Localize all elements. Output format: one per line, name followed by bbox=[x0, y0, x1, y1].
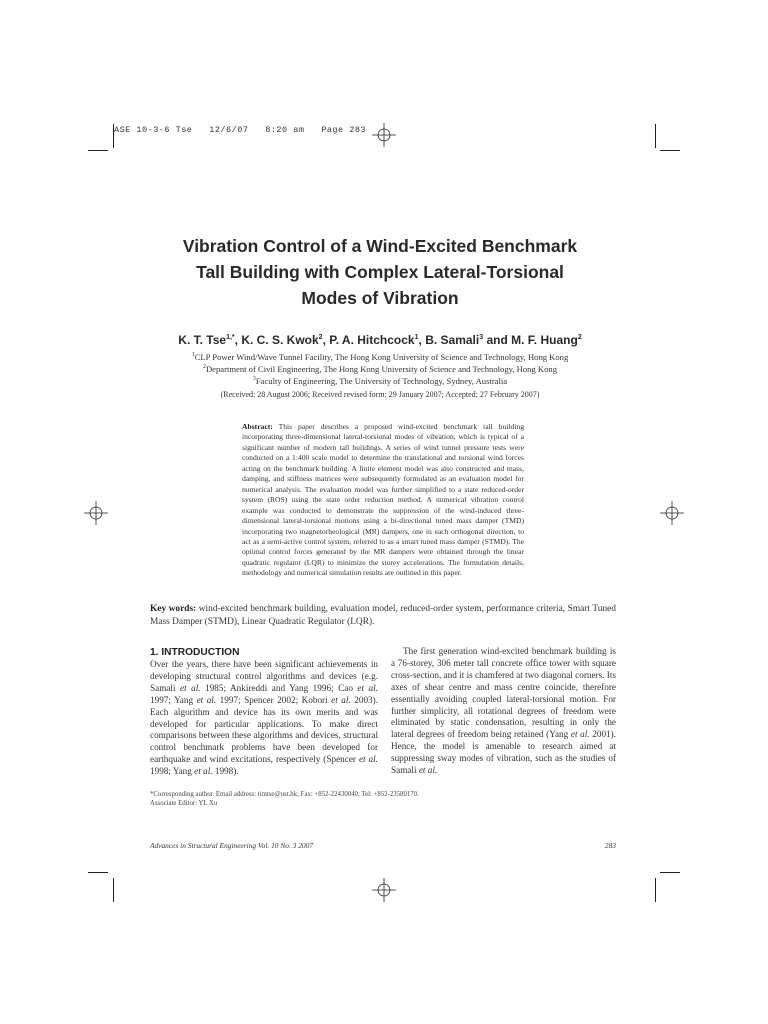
registration-mark-left bbox=[84, 501, 108, 525]
crop-mark-bottom-right-h bbox=[660, 872, 680, 873]
affiliation-text: Department of Civil Engineering, The Hong Kong University of Science and Technology, Hong Kong bbox=[205, 363, 558, 374]
registration-mark-right bbox=[660, 501, 684, 525]
body-italic: et al. bbox=[418, 765, 438, 776]
journal-footer: Advances in Structural Engineering Vol. 10 No. 3 2007 bbox=[150, 841, 313, 850]
body-text: 1998; Yang bbox=[150, 766, 195, 777]
body-text: 1985; Ankireddi and Yang 1996; Cao bbox=[200, 682, 358, 693]
body-text: 2003). Each algorithm and device has its own merits and was developed for particular applications. To make direct comparisons between these algorithms and devices, structural control benchmark problems have been developed for earthquake and wind excitations, respectively (Spencer bbox=[150, 694, 379, 765]
author-name: P. A. Hitchcock bbox=[329, 333, 415, 347]
title-line: Tall Building with Complex Lateral-Torsional bbox=[196, 262, 564, 282]
crop-mark-bottom-left-v bbox=[113, 878, 114, 902]
body-italic: et al. bbox=[331, 694, 351, 705]
intro-column-right bbox=[391, 646, 616, 777]
author-name: M. F. Huang bbox=[511, 333, 578, 347]
crop-mark-bottom-right-v bbox=[655, 878, 656, 902]
author-name: B. Samali bbox=[425, 333, 480, 347]
body-italic: et al. bbox=[358, 754, 378, 765]
crop-mark-top-right-v bbox=[655, 124, 656, 148]
author-separator: and bbox=[483, 333, 512, 347]
footnote-associate-editor: Associate Editor: YL Xu bbox=[150, 800, 218, 807]
body-text: Over the years, there have been significant achievements in developing structural control algorithms and devices (e.g. Samali bbox=[150, 659, 378, 693]
author-separator: , bbox=[418, 333, 426, 347]
paper-title bbox=[150, 233, 610, 311]
footnote-corresponding-author: *Corresponding author. Email address: timtse@ust.hk; Fax: +852-22430040; Tel: +852-23580170. bbox=[150, 791, 419, 798]
author-affiliation-marker: 3 bbox=[479, 334, 484, 341]
affiliation bbox=[140, 373, 620, 387]
body-text: 1997; Spencer 2002; Kobori bbox=[216, 694, 332, 705]
author-separator: , bbox=[234, 333, 242, 347]
abstract bbox=[242, 422, 524, 579]
keywords bbox=[150, 603, 616, 628]
title-line: Modes of Vibration bbox=[301, 288, 459, 308]
crop-mark-bottom-left-h bbox=[88, 872, 108, 873]
body-text: 2001). Hence, the model is amenable to research aimed at suppressing sway modes of vibration, such as the studies of Samali bbox=[391, 729, 616, 776]
body-text: The first generation wind-excited benchmark building is a 76-storey, 306 meter tall concrete office tower with square cross-section, and it is chamfered at two diagonal corners. Its axes of shear centre and mass centre coincide, therefore essentially avoiding coupled lateral-torsional motion. For further simplicity, all rotational degrees of freedom were eliminated by static condensation, resulting in only the lateral degrees of freedom being retained (Yang bbox=[391, 646, 616, 740]
author-name: K. C. S. Kwok bbox=[241, 333, 319, 347]
affiliation-text: Faculty of Engineering, The University of Technology, Sydney, Australia bbox=[255, 375, 508, 386]
print-slug: ASE 10-3-6 Tse 12/6/07 8:20 am Page 283 bbox=[114, 125, 367, 135]
affiliation-text: CLP Power Wind/Wave Tunnel Facility, The Hong Kong University of Science and Technology, Hong Kong bbox=[194, 351, 569, 362]
affiliation-marker: 1 bbox=[191, 352, 195, 358]
body-italic: et al. bbox=[357, 682, 378, 693]
author-affiliation-marker: 2 bbox=[577, 334, 582, 341]
body-italic: et al. bbox=[180, 682, 201, 693]
abstract-label: Abstract: bbox=[242, 422, 273, 431]
page-number: 283 bbox=[604, 841, 616, 850]
body-italic: et al. bbox=[570, 729, 590, 740]
crop-mark-top-right-h bbox=[660, 150, 680, 151]
author-affiliation-marker: 1,* bbox=[226, 334, 235, 341]
crop-mark-top-left-h bbox=[88, 150, 108, 151]
affiliation-marker: 3 bbox=[252, 376, 256, 382]
author-list bbox=[140, 333, 620, 347]
abstract-text: This paper describes a proposed wind-excited benchmark tall building incorporating three-dimensional lateral-torsional modes of vibration, which is typical of a significant number of modern tall buildings. A series of wind tunnel pressure tests were conducted on a 1:400 scale model to determine the translational and torsional wind forces acting on the benchmark building. A finite element model was also constructed and mass, damping, and stiffness matrices were subsequently formulated as an evaluation model for numerical analysis. The evaluation model was further simplified to a state reduced-order system (ROS) using the state order reduction method. A numerical vibration control example was conducted to demonstrate the suppression of the wind-induced three-dimensional lateral-torsional motions using a bi-directional tuned mass damper (TMD) incorporating two magnetorheological (MR) dampers, one in each orthogonal direction, to act as a semi-active control system, referred to as a smart tuned mass damper (STMD). The optimal control forces generated by the MR dampers were obtained through the linear quadratic regulator (LQR) to minimize the storey accelerations. The formulation details, methodology and numerical simulation results are outlined in this paper. bbox=[242, 422, 524, 578]
body-italic: et al. bbox=[196, 694, 217, 705]
body-text: 1998). bbox=[212, 766, 239, 777]
keywords-text: wind-excited benchmark building, evaluation model, reduced-order system, performance criteria, Smart Tuned Mass Damper (STMD), Linear Quadratic Regulator (LQR). bbox=[150, 604, 616, 627]
author-separator: , bbox=[322, 333, 330, 347]
received-dates: (Received: 28 August 2006; Received revised form: 29 January 2007; Accepted: 27 February 2007) bbox=[220, 390, 540, 399]
registration-mark-top bbox=[372, 123, 396, 147]
title-line: Vibration Control of a Wind-Excited Benchmark bbox=[182, 236, 578, 256]
intro-column-left bbox=[150, 659, 378, 778]
keywords-label: Key words: bbox=[150, 604, 197, 614]
section-heading: 1. INTRODUCTION bbox=[150, 647, 240, 658]
body-text: 1997; Yang bbox=[150, 694, 197, 705]
author-affiliation-marker: 2 bbox=[318, 334, 323, 341]
footnotes bbox=[150, 790, 616, 808]
registration-mark-bottom bbox=[372, 878, 396, 902]
author-name: K. T. Tse bbox=[178, 333, 227, 347]
author-affiliation-marker: 1 bbox=[414, 334, 419, 341]
affiliation-marker: 2 bbox=[202, 364, 206, 370]
body-italic: et al. bbox=[194, 766, 213, 777]
